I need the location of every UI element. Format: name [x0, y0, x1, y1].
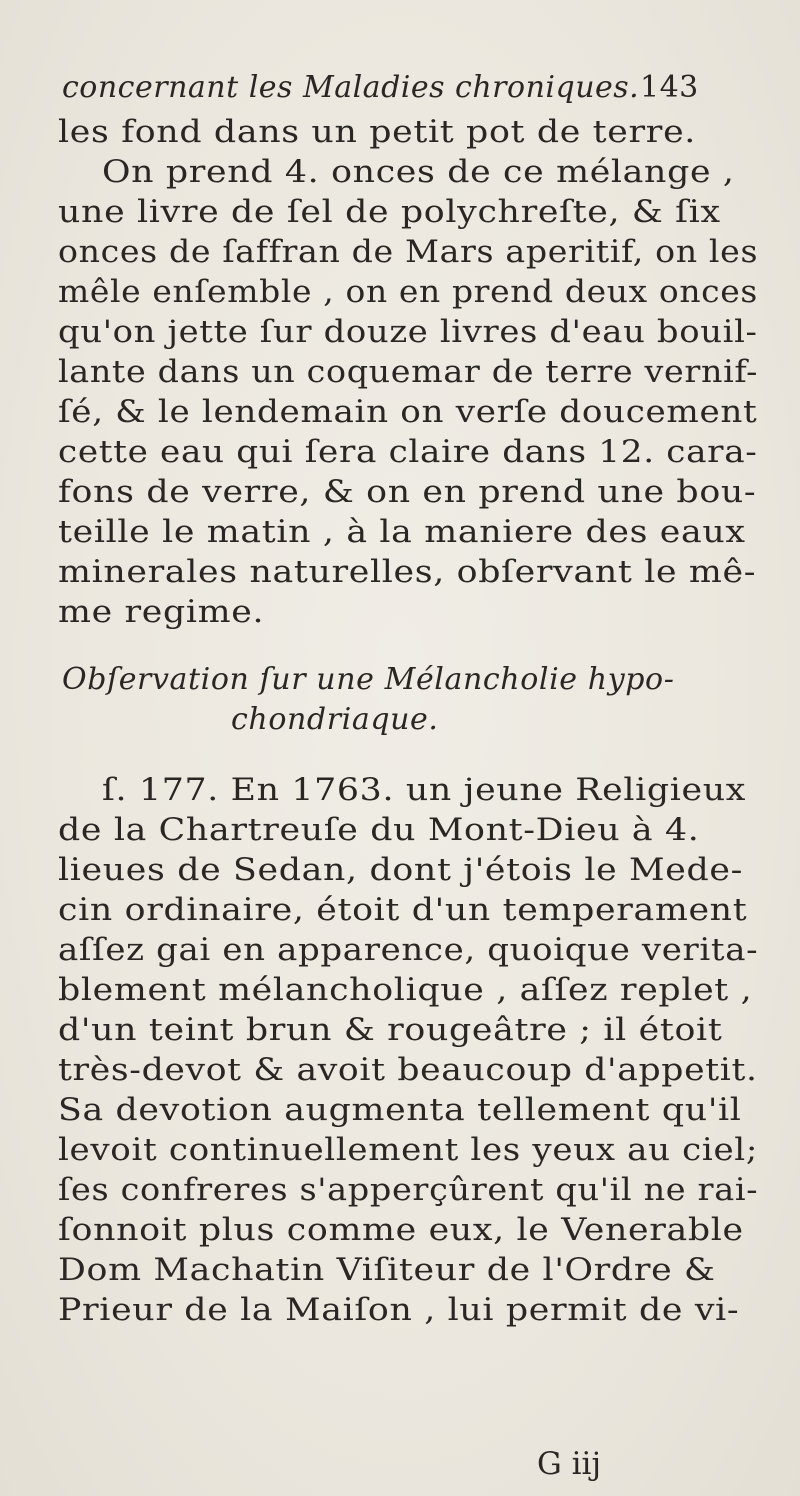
text-line: lieues de Sedan, dont j'étois le Mede- [58, 852, 744, 888]
signature-mark: G iij [537, 1446, 602, 1482]
text-line: levoit continuellement les yeux au ciel; [58, 1132, 758, 1168]
text-line: qu'on jette ſur douze livres d'eau bouil- [58, 314, 758, 350]
text-line: teille le matin , à la maniere des eaux [58, 514, 746, 550]
section-title-line: chondriaque. [231, 702, 439, 737]
text-line: de la Chartreuſe du Mont-Dieu à 4. [58, 812, 700, 848]
text-line: d'un teint brun & rougeâtre ; il étoit [58, 1012, 723, 1048]
text-line: ſes confreres s'apperçûrent qu'il ne rai- [58, 1172, 759, 1208]
text-line: Dom Machatin Viſiteur de l'Ordre & [58, 1252, 716, 1288]
text-line: Sa devotion augmenta tellement qu'il [58, 1092, 742, 1128]
text-line: mêle enſemble , on en prend deux onces [58, 274, 758, 310]
running-title: concernant les Maladies chroniques. [62, 70, 640, 105]
text-line: lante dans un coquemar de terre vernif- [58, 354, 759, 390]
text-line: fons de verre, & on en prend une bou- [58, 474, 757, 510]
text-line: aſſez gai en apparence, quoique verita- [58, 932, 759, 968]
text-line: très-devot & avoit beaucoup d'appetit. [58, 1052, 758, 1088]
text-line: cette eau qui ſera claire dans 12. cara- [58, 434, 758, 470]
text-line: me regime. [58, 594, 265, 630]
text-line: ſé, & le lendemain on verſe doucement [58, 394, 758, 430]
section-title-line: Obſervation ſur une Mélancholie hypo- [62, 662, 675, 697]
text-line: ſonnoit plus comme eux, le Venerable [58, 1212, 744, 1248]
text-line: cin ordinaire, étoit d'un temperament [58, 892, 748, 928]
page-header [62, 70, 699, 105]
text-line: onces de ſaffran de Mars aperitif, on les [58, 234, 759, 270]
text-line: une livre de ſel de polychreſte, & ſix [58, 194, 721, 230]
text-line: les fond dans un petit pot de terre. [58, 114, 696, 150]
text-line: ſ. 177. En 1763. un jeune Religieux [102, 772, 747, 808]
page-number: 143 [640, 70, 699, 105]
text-line: blement mélancholique , aſſez replet , [58, 972, 753, 1008]
text-line: minerales naturelles, obſervant le mê- [58, 554, 757, 590]
text-line: On prend 4. onces de ce mélange , [102, 154, 735, 190]
text-line: Prieur de la Maiſon , lui permit de vi- [58, 1292, 740, 1328]
